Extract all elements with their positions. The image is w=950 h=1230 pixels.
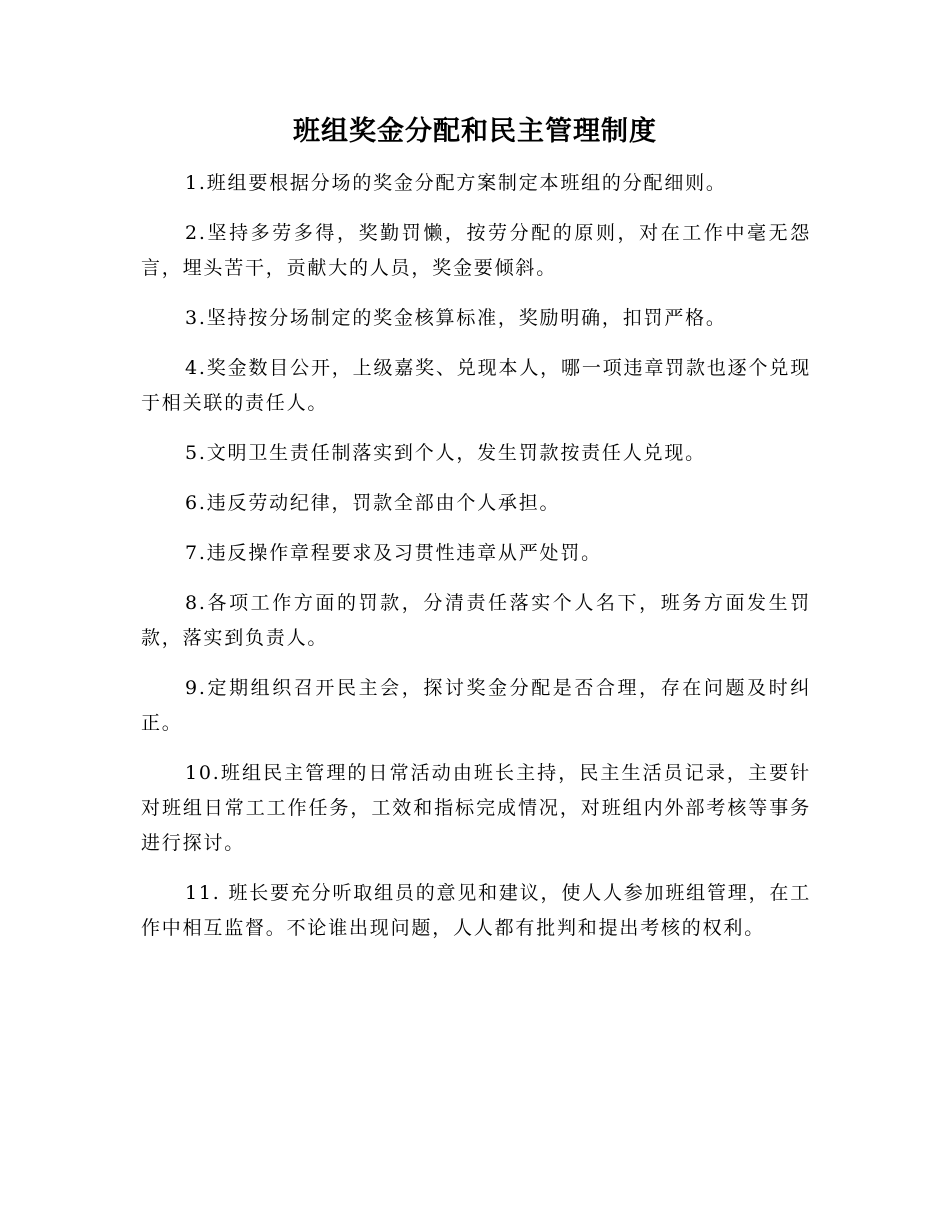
paragraph-8: 8.各项工作方面的罚款，分清责任落实个人名下，班务方面发生罚款，落实到负责人。 [141, 592, 811, 649]
paragraph-6: 6.违反劳动纪律，罚款全部由个人承担。 [185, 492, 561, 514]
document-body [141, 166, 811, 961]
paragraph-4: 4.奖金数目公开，上级嘉奖、兑现本人，哪一项违章罚款也逐个兑现于相关联的责任人。 [141, 357, 811, 414]
paragraph-5: 5.文明卫生责任制落实到个人，发生罚款按责任人兑现。 [185, 442, 706, 464]
paragraph-1: 1.班组要根据分场的奖金分配方案制定本班组的分配细则。 [185, 172, 727, 194]
paragraph-10: 10.班组民主管理的日常活动由班长主持，民主生活员记录，主要针对班组日常工工作任务，工效和指标完成情况，对班组内外部考核等事务进行探讨。 [141, 762, 811, 854]
paragraph-7: 7.违反操作章程要求及习贯性违章从严处罚。 [185, 542, 602, 564]
paragraph-11: 11. 班长要充分听取组员的意见和建议，使人人参加班组管理，在工作中相互监督。不论谁出现问题，人人都有批判和提出考核的权利。 [141, 882, 811, 939]
document-title: 班组奖金分配和民主管理制度 [293, 116, 657, 147]
paragraph-9: 9.定期组织召开民主会，探讨奖金分配是否合理，存在问题及时纠正。 [141, 677, 811, 734]
paragraph-2: 2.坚持多劳多得，奖勤罚懒，按劳分配的原则，对在工作中毫无怨言，埋头苦干，贡献大的人员，奖金要倾斜。 [141, 222, 811, 279]
paragraph-3: 3.坚持按分场制定的奖金核算标准，奖励明确，扣罚严格。 [185, 307, 727, 329]
